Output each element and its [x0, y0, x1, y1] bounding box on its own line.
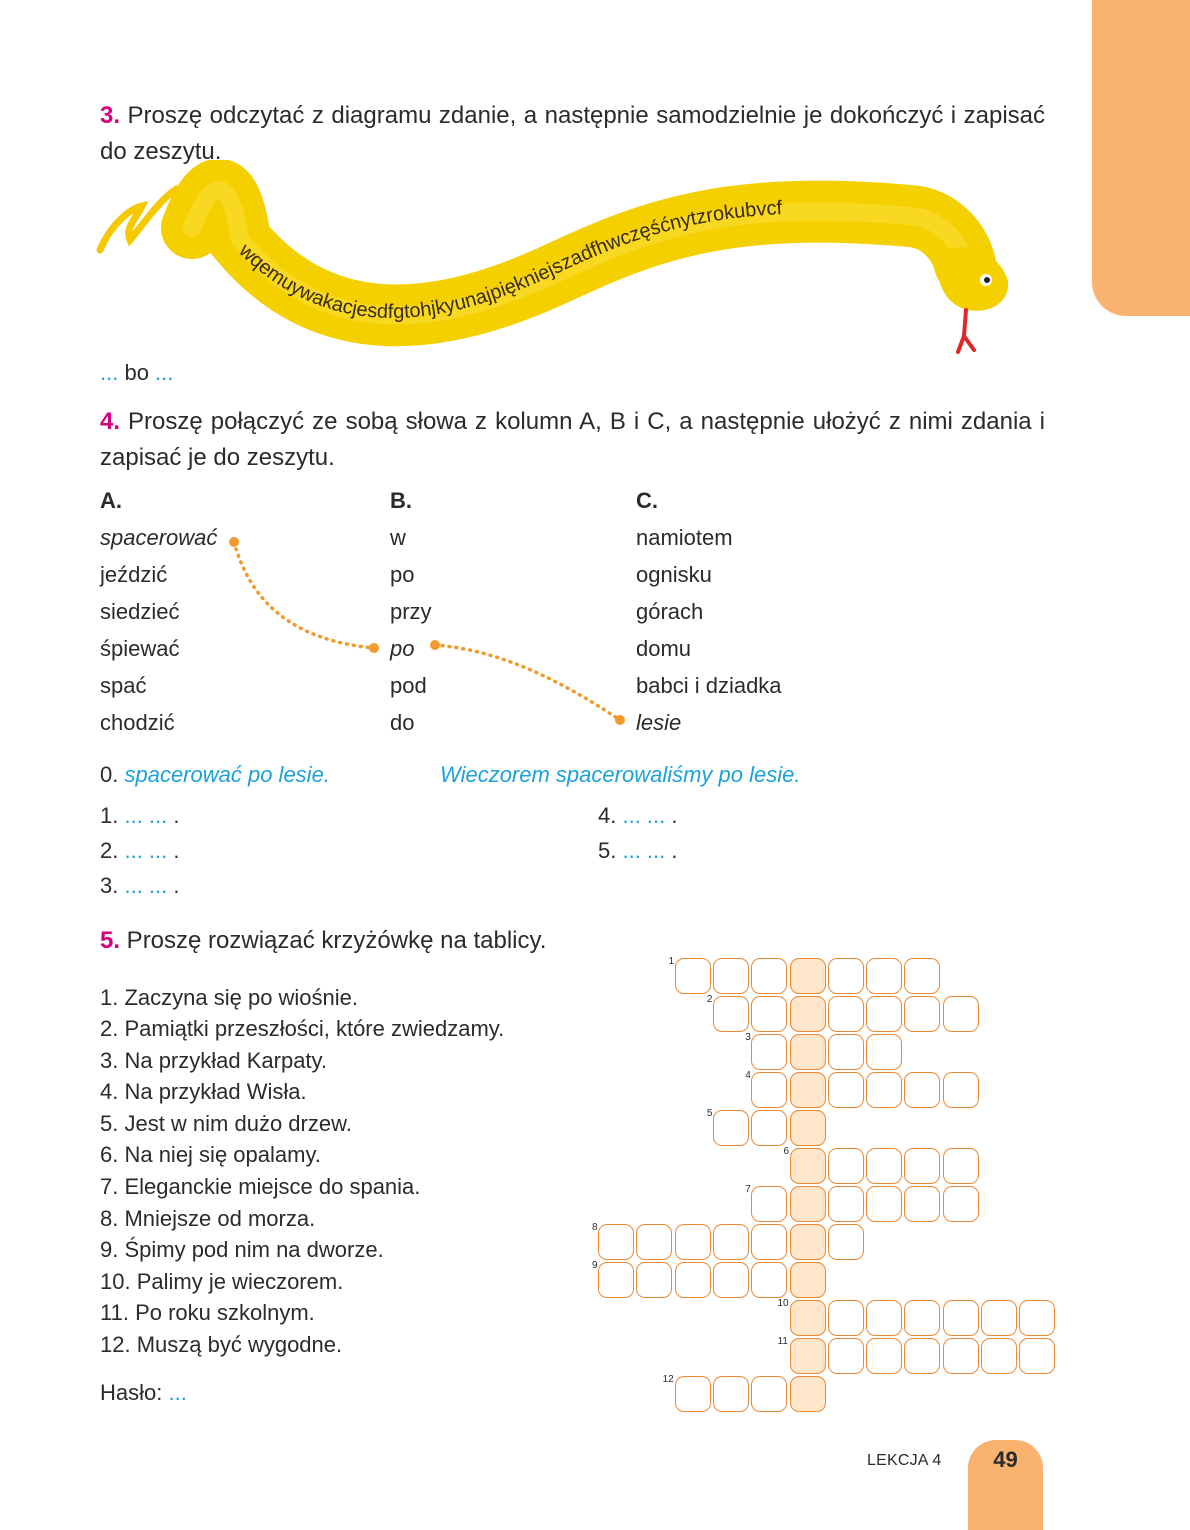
- crossword-cell[interactable]: [636, 1262, 672, 1298]
- column-b-word: do: [390, 710, 415, 735]
- crossword-cell[interactable]: [713, 1376, 749, 1412]
- crossword-cell[interactable]: [866, 958, 902, 994]
- crossword-cell[interactable]: [751, 1186, 787, 1222]
- answer-line: 5. ... ... .: [598, 838, 678, 863]
- crossword-cell[interactable]: [904, 996, 940, 1032]
- crossword-cell[interactable]: [828, 1300, 864, 1336]
- crossword-row-number: 9: [592, 1260, 598, 1271]
- task3-number: 3.: [100, 102, 121, 129]
- connector-a-b: [234, 542, 374, 648]
- crossword-cell[interactable]: [598, 1262, 634, 1298]
- crossword-cell[interactable]: [866, 1034, 902, 1070]
- snake-letters: wqemuywakacjesdfgtohjkyunajpiękniejszadfhwczęśćnytzrokubvcf: [234, 197, 783, 324]
- column-a-word: spać: [100, 673, 147, 698]
- column-a-word: śpiewać: [100, 636, 180, 661]
- crossword-password-cell[interactable]: [790, 1148, 826, 1184]
- clue: 12. Muszą być wygodne.: [100, 1332, 343, 1357]
- column-a-word: chodzić: [100, 710, 175, 735]
- example-connectors: [0, 0, 1190, 760]
- column-c-word: ognisku: [636, 562, 712, 587]
- crossword-password-cell[interactable]: [790, 1224, 826, 1260]
- crossword-cell[interactable]: [828, 1072, 864, 1108]
- crossword-cell[interactable]: [866, 1300, 902, 1336]
- crossword-cell[interactable]: [675, 1376, 711, 1412]
- crossword-cell[interactable]: [598, 1224, 634, 1260]
- crossword-row-number: 6: [783, 1146, 790, 1157]
- crossword-cell[interactable]: [904, 1186, 940, 1222]
- crossword-cell[interactable]: [904, 958, 940, 994]
- task5-text: Proszę rozwiązać krzyżówkę na tablicy.: [120, 927, 547, 954]
- answer-line: 2. ... ... .: [100, 838, 180, 863]
- crossword-password-cell[interactable]: [790, 1300, 826, 1336]
- column-c-word: namiotem: [636, 525, 733, 550]
- crossword-cell[interactable]: [675, 1224, 711, 1260]
- crossword-row-number: 10: [777, 1298, 789, 1309]
- crossword-row-number: 11: [777, 1336, 788, 1347]
- crossword-cell[interactable]: [828, 958, 864, 994]
- answer-line: 4. ... ... .: [598, 803, 678, 828]
- crossword-password-cell[interactable]: [790, 1110, 826, 1146]
- crossword-cell[interactable]: [866, 1072, 902, 1108]
- task4-text: Proszę połączyć ze sobą słowa z kolumn A, B i C, a następnie ułożyć z nimi zdania i zapisać je do zeszytu.: [100, 408, 1045, 471]
- crossword-cell[interactable]: [828, 1148, 864, 1184]
- crossword-row-number: 12: [662, 1374, 674, 1385]
- crossword-cell[interactable]: [943, 1148, 979, 1184]
- column-c-header: C.: [636, 488, 658, 513]
- crossword-cell[interactable]: [904, 1072, 940, 1108]
- crossword-cell[interactable]: [713, 996, 749, 1032]
- crossword-password-cell[interactable]: [790, 1072, 826, 1108]
- connector-b-c: [435, 645, 620, 720]
- column-b-header: B.: [390, 488, 412, 513]
- crossword-cell[interactable]: [751, 1262, 787, 1298]
- column-c-word: górach: [636, 599, 704, 624]
- crossword-row-number: 1: [668, 956, 675, 967]
- clue: 6. Na niej się opalamy.: [100, 1142, 321, 1167]
- crossword-cell[interactable]: [751, 958, 787, 994]
- crossword-cell[interactable]: [713, 1262, 749, 1298]
- column-a-word: siedzieć: [100, 599, 180, 624]
- crossword-cell[interactable]: [751, 996, 787, 1032]
- crossword-cell[interactable]: [943, 996, 979, 1032]
- crossword-cell[interactable]: [981, 1300, 1017, 1336]
- crossword-cell[interactable]: [943, 1186, 979, 1222]
- crossword-cell[interactable]: [1019, 1300, 1055, 1336]
- task5-instruction: [100, 923, 660, 959]
- clue: 11. Po roku szkolnym.: [100, 1300, 315, 1325]
- crossword-cell[interactable]: [751, 1072, 787, 1108]
- crossword-cell[interactable]: [713, 1224, 749, 1260]
- clue: 4. Na przykład Wisła.: [100, 1079, 307, 1104]
- crossword-password-cell[interactable]: [790, 1262, 826, 1298]
- crossword-password-cell[interactable]: [790, 996, 826, 1032]
- crossword-password-cell[interactable]: [790, 1186, 826, 1222]
- clue: 9. Śpimy pod nim na dworze.: [100, 1237, 384, 1262]
- crossword-cell[interactable]: [713, 1110, 749, 1146]
- lesson-label: LEKCJA 4: [867, 1452, 942, 1469]
- clue: 10. Palimy je wieczorem.: [100, 1269, 344, 1294]
- clue: 2. Pamiątki przeszłości, które zwiedzamy.: [100, 1016, 505, 1041]
- column-b-word: pod: [390, 673, 427, 698]
- crossword-cell[interactable]: [751, 1110, 787, 1146]
- answer-line: 1. ... ... .: [100, 803, 180, 828]
- example-sentence: Wieczorem spacerowaliśmy po lesie.: [440, 762, 801, 787]
- crossword-cell[interactable]: [943, 1072, 979, 1108]
- crossword-cell[interactable]: [751, 1376, 787, 1412]
- column-c-word: domu: [636, 636, 692, 661]
- crossword-password-cell[interactable]: [790, 958, 826, 994]
- task3-answer-line: ... bo ...: [100, 360, 174, 385]
- crossword-cell[interactable]: [904, 1338, 940, 1374]
- crossword-row-number: 5: [706, 1108, 713, 1119]
- crossword-cell[interactable]: [636, 1224, 672, 1260]
- crossword-row-number: 4: [745, 1070, 751, 1081]
- crossword-cell[interactable]: [828, 1224, 864, 1260]
- crossword-cell[interactable]: [751, 1224, 787, 1260]
- task3-text: Proszę odczytać z diagramu zdanie, a następnie samodzielnie je dokończyć i zapisać do zeszytu.: [100, 102, 1045, 165]
- crossword-cell[interactable]: [904, 1148, 940, 1184]
- page-number: 49: [993, 1447, 1018, 1472]
- crossword-cell[interactable]: [675, 1262, 711, 1298]
- crossword-cell[interactable]: [943, 1338, 979, 1374]
- crossword-password-cell[interactable]: [790, 1338, 826, 1374]
- crossword-cell[interactable]: [828, 996, 864, 1032]
- crossword-cell[interactable]: [751, 1034, 787, 1070]
- crossword-cell[interactable]: [904, 1300, 940, 1336]
- crossword-cell[interactable]: [828, 1186, 864, 1222]
- crossword-cell[interactable]: [828, 1338, 864, 1374]
- clue: 3. Na przykład Karpaty.: [100, 1048, 328, 1073]
- password-line: Hasło: ...: [100, 1380, 187, 1405]
- crossword-cell[interactable]: [675, 958, 711, 994]
- column-a-header: A.: [100, 488, 122, 513]
- crossword-cell[interactable]: [713, 958, 749, 994]
- crossword-password-cell[interactable]: [790, 1034, 826, 1070]
- task4-number: 4.: [100, 408, 121, 435]
- column-b-word: po: [390, 562, 415, 587]
- column-b-word: przy: [390, 599, 432, 624]
- clue: 8. Mniejsze od morza.: [100, 1206, 316, 1231]
- crossword-cell[interactable]: [943, 1300, 979, 1336]
- crossword-password-cell[interactable]: [790, 1376, 826, 1412]
- clue: 5. Jest w nim dużo drzew.: [100, 1111, 352, 1136]
- crossword-cell[interactable]: [1019, 1338, 1055, 1374]
- crossword-cell[interactable]: [981, 1338, 1017, 1374]
- crossword-row-number: 2: [706, 994, 713, 1005]
- crossword-cell[interactable]: [866, 1338, 902, 1374]
- column-c-word: lesie: [636, 710, 682, 735]
- clue: 1. Zaczyna się po wiośnie.: [100, 985, 359, 1010]
- column-a-word: spacerować: [100, 525, 218, 550]
- task5-number: 5.: [100, 927, 121, 954]
- crossword-row-number: 3: [745, 1032, 751, 1043]
- column-a-word: jeździć: [100, 562, 168, 587]
- clue: 7. Eleganckie miejsce do spania.: [100, 1174, 421, 1199]
- column-c-word: babci i dziadka: [636, 673, 782, 698]
- crossword-row-number: 7: [745, 1184, 751, 1195]
- answer-line: 3. ... ... .: [100, 873, 180, 898]
- column-b-word: w: [390, 525, 406, 550]
- crossword-cell[interactable]: [828, 1034, 864, 1070]
- column-b-word: po: [390, 636, 415, 661]
- example-phrase: 0. spacerować po lesie.: [100, 762, 330, 787]
- crossword-cell[interactable]: [866, 1186, 902, 1222]
- crossword-cell[interactable]: [866, 1148, 902, 1184]
- crossword-cell[interactable]: [866, 996, 902, 1032]
- crossword-row-number: 8: [592, 1222, 598, 1233]
